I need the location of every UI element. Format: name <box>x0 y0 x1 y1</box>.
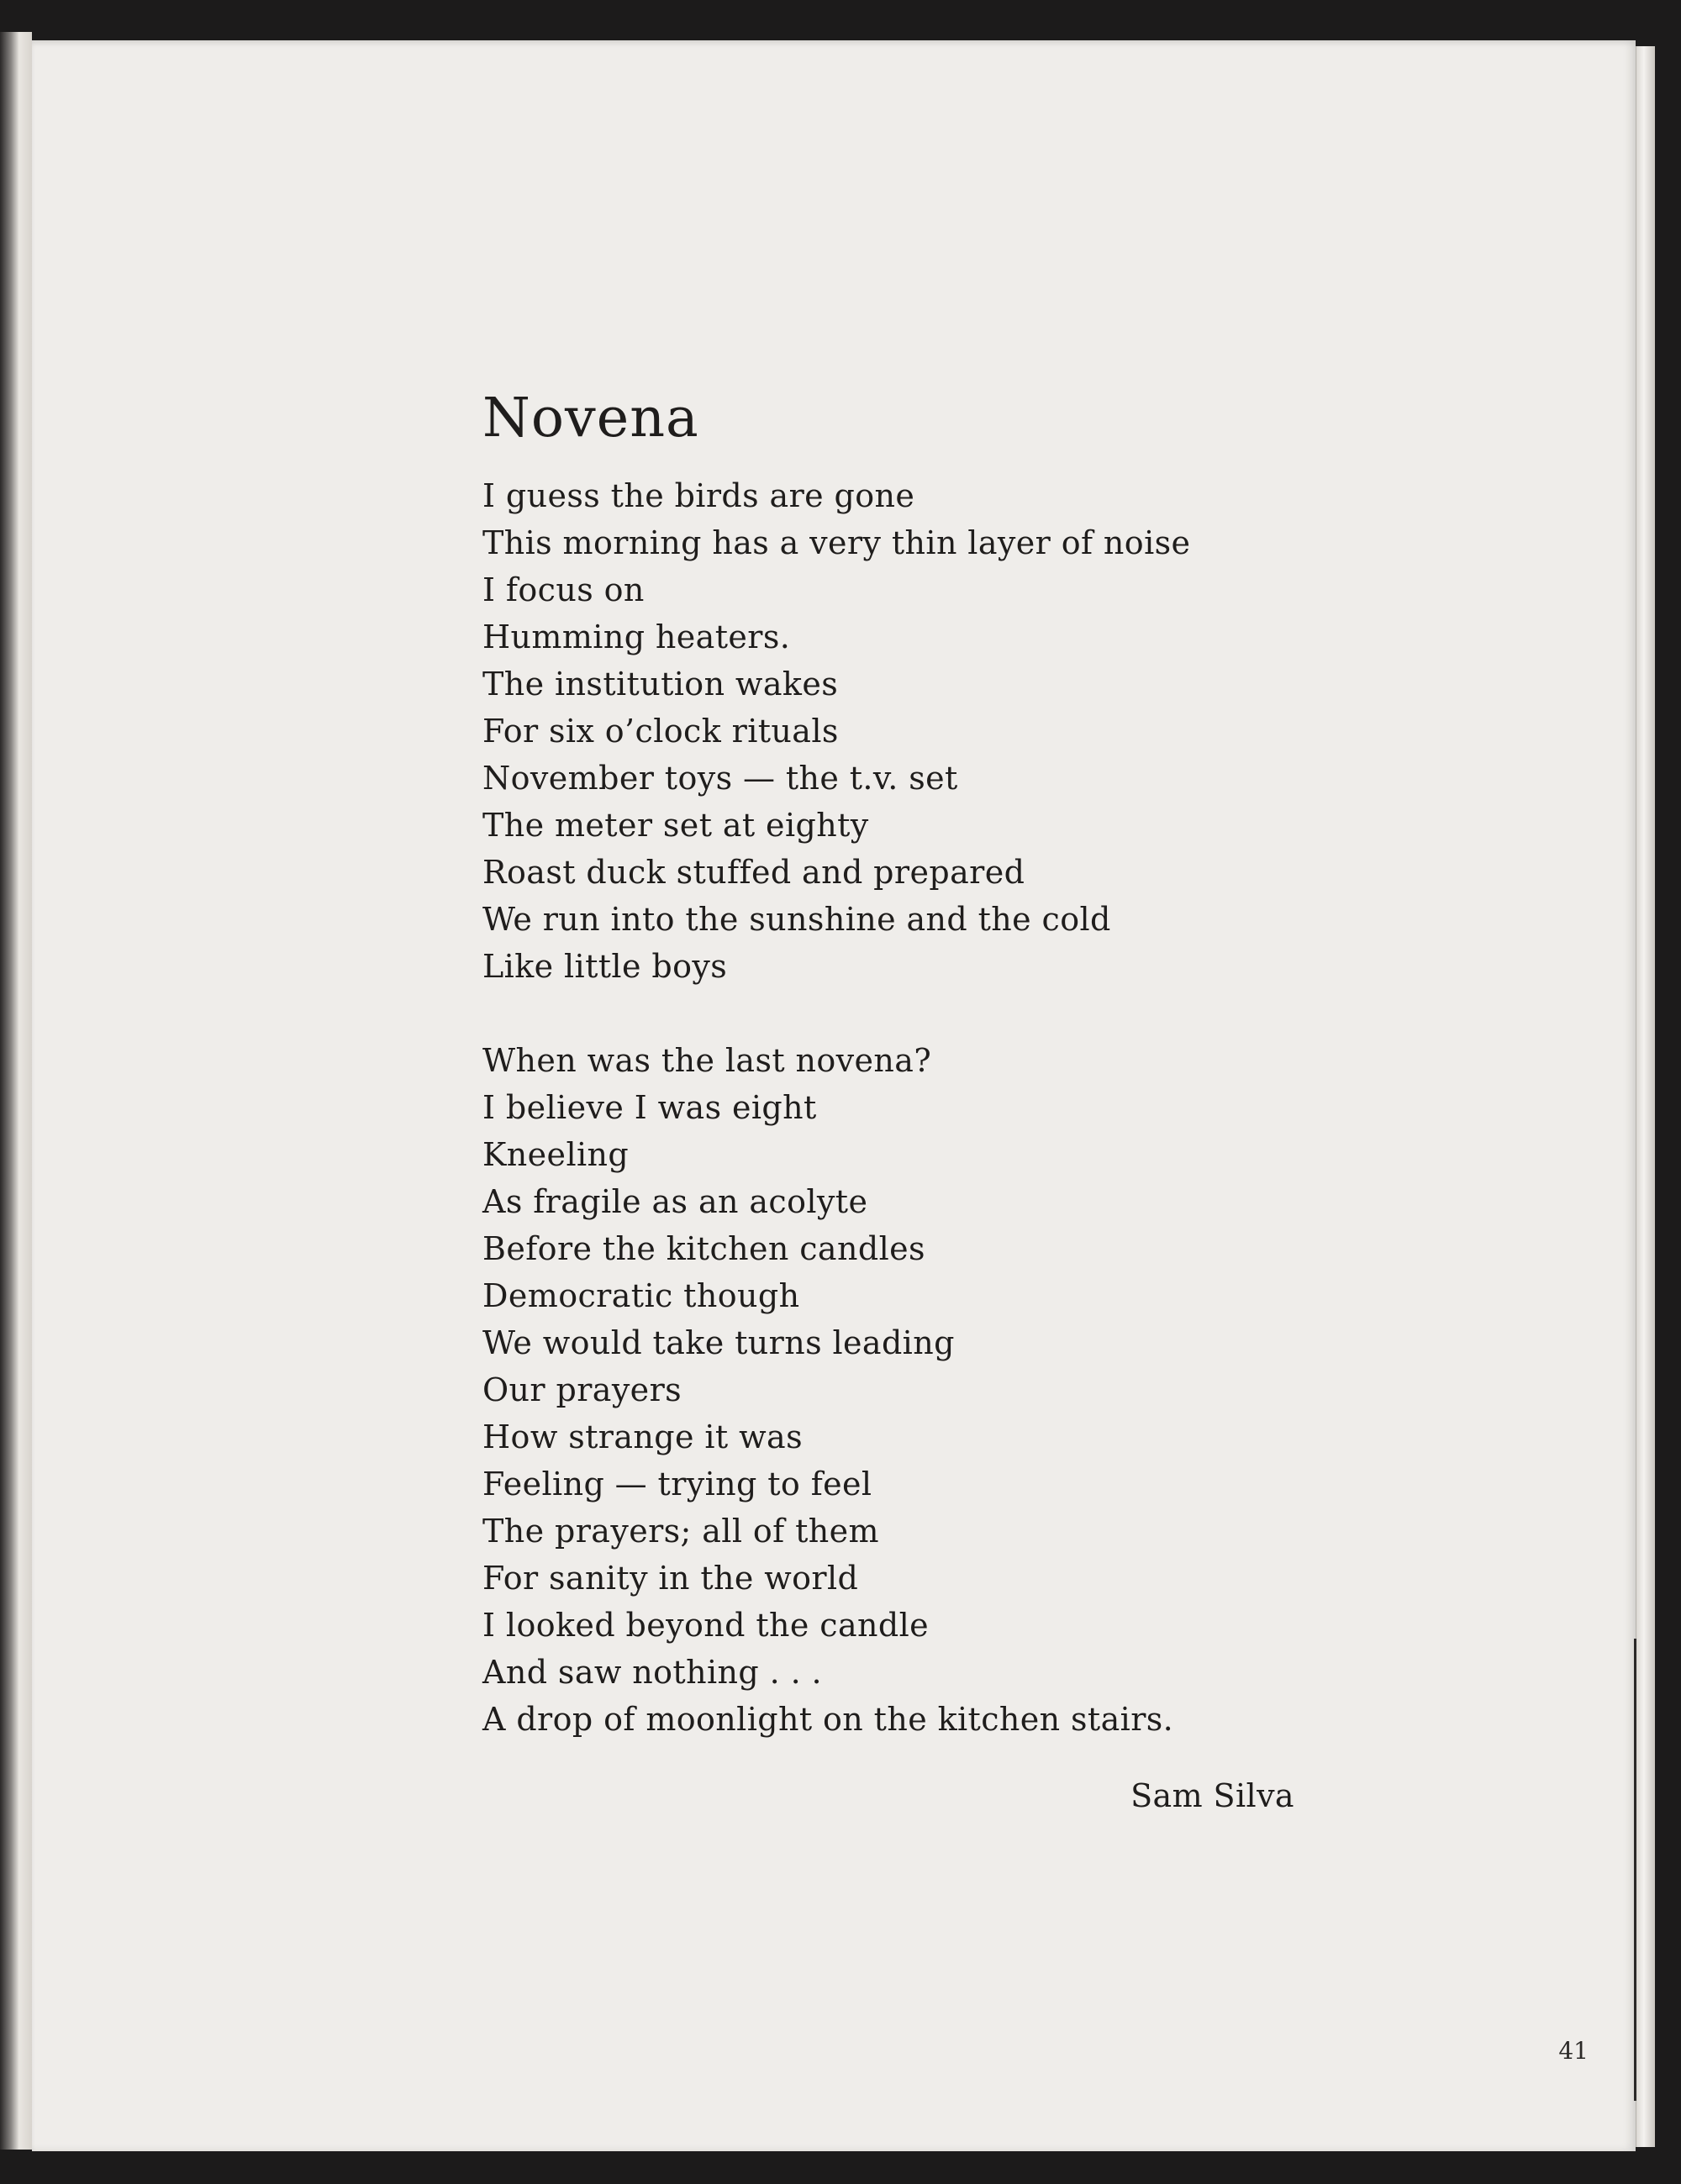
page-number: 41 <box>1558 2037 1589 2065</box>
poem-line: The prayers; all of them <box>482 1513 879 1550</box>
poem <box>482 385 1323 1743</box>
poem-line: And saw nothing . . . <box>482 1654 823 1691</box>
poem-line: How strange it was <box>482 1418 803 1455</box>
poem-line: Feeling — trying to feel <box>482 1466 872 1502</box>
poem-line: For sanity in the world <box>482 1560 859 1597</box>
book-spine <box>0 32 32 2150</box>
poem-line: I believe I was eight <box>482 1089 817 1126</box>
poem-line: As fragile as an acolyte <box>482 1183 868 1220</box>
poem-line: We run into the sunshine and the cold <box>482 901 1111 938</box>
poem-line: I guess the birds are gone <box>482 477 915 514</box>
poem-author: Sam Silva <box>1130 1777 1294 1814</box>
poem-line: We would take turns leading <box>482 1324 955 1361</box>
page-edge <box>1636 46 1655 2147</box>
poem-line: Before the kitchen candles <box>482 1230 925 1267</box>
poem-line: The institution wakes <box>482 666 839 703</box>
stanza-1 <box>482 472 1323 990</box>
poem-line: Like little boys <box>482 948 728 985</box>
page-edge-shadow <box>1634 1639 1636 2101</box>
poem-line: Our prayers <box>482 1371 682 1408</box>
poem-line: I looked beyond the candle <box>482 1607 930 1644</box>
poem-line: November toys — the t.v. set <box>482 760 958 797</box>
poem-line: A drop of moonlight on the kitchen stairs. <box>482 1701 1174 1738</box>
poem-line: Democratic though <box>482 1277 800 1314</box>
poem-line: The meter set at eighty <box>482 807 869 844</box>
poem-line: For six o’clock rituals <box>482 713 839 750</box>
poem-line: Humming heaters. <box>482 618 791 655</box>
poem-line: I focus on <box>482 571 645 608</box>
poem-line: When was the last novena? <box>482 1042 932 1079</box>
poem-line: Kneeling <box>482 1136 630 1173</box>
poem-title: Novena <box>482 387 699 450</box>
stanza-2 <box>482 1037 1323 1743</box>
poem-line: This morning has a very thin layer of noise <box>482 524 1191 561</box>
stanza-break <box>482 990 1323 1037</box>
poem-line: Roast duck stuffed and prepared <box>482 854 1025 891</box>
